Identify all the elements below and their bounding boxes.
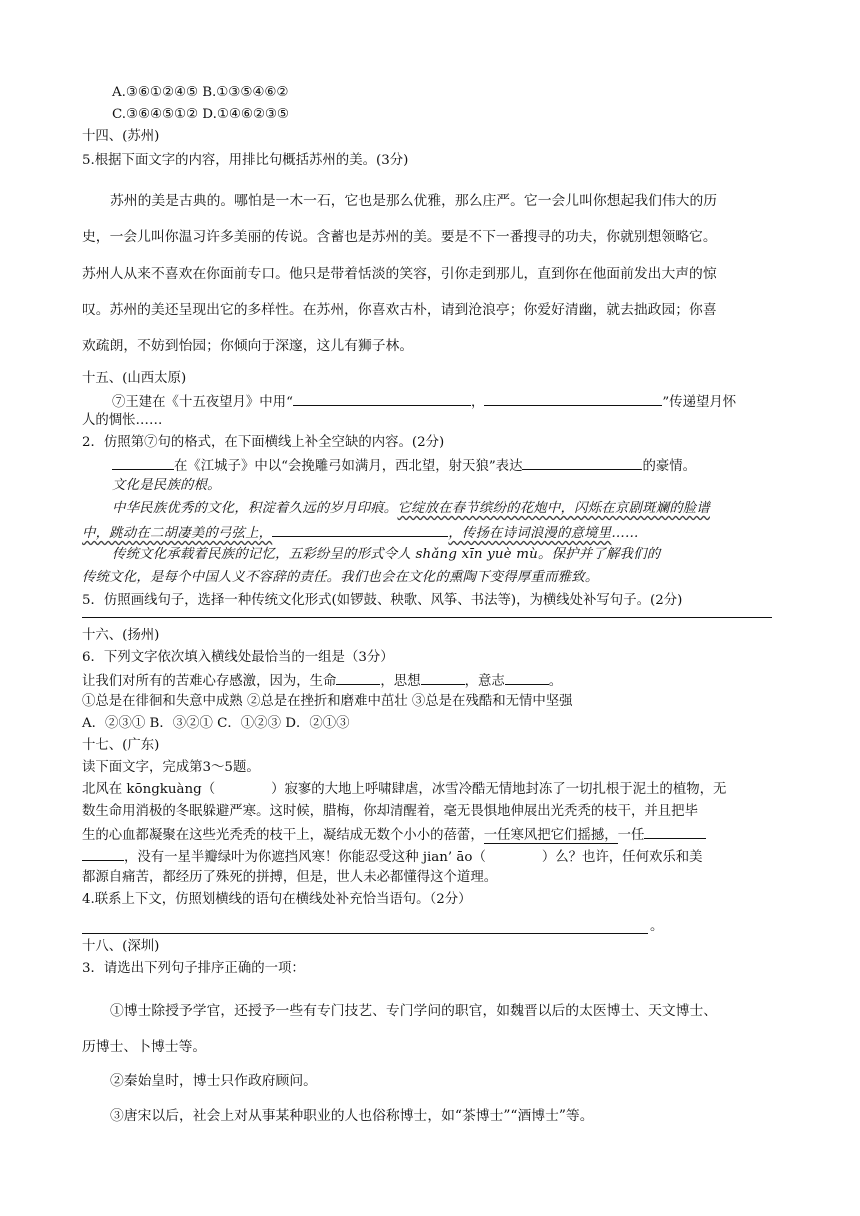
fill-blank[interactable] xyxy=(421,671,465,685)
question-5: 5．仿照画线句子，选择一种传统文化形式(如锣鼓、秧歌、风筝、书法等)，为横线处补写句子。(2分) xyxy=(82,593,683,608)
gratitude-line: 让我们对所有的苦难心存感激，因为，生命 ，思想 ，意志 。 xyxy=(82,671,562,691)
suzhou-para-line-4: 叹。苏州的美还呈现出它的多样性。在苏州，你喜欢古朴，请到沧浪亭；你爱好清幽，就去拙政园；你喜 xyxy=(82,302,717,318)
options-ab: A.③⑥①②④⑤ B.①③⑤④⑥② xyxy=(112,85,289,100)
answer-line[interactable] xyxy=(82,933,648,934)
fill-blank[interactable] xyxy=(522,456,642,470)
plum-para-line-3: 生的心血都凝聚在这些光秃秃的枝干上，凝结成无数个小小的蓓蕾，一任寒风把它们摇撼，一任 xyxy=(82,825,706,845)
jiangchengzi-line: 在《江城子》中以“会挽雕弓如满月，西北望，射天狼”表达 的豪情。 xyxy=(112,456,696,476)
fill-blank[interactable] xyxy=(505,671,549,685)
culture-root-line: 文化是民族的根。 xyxy=(112,478,221,493)
culture-para-line-4: 传统文化，是每个中国人义不容辞的责任。我们也会在文化的熏陶下变得厚重而雅致。 xyxy=(82,570,599,585)
plum-para-line-1: 北风在 kōngkuàng（ ）寂寥的大地上呼啸肆虐，冰雪冷酷无情地封冻了一切扎根于泥土的植物，无 xyxy=(82,782,727,797)
culture-para-line-2: 中，跳动在二胡凄美的弓弦上， ，传扬在诗词浪漫的意境里…… xyxy=(82,523,639,543)
sentence-1-line-1: ①博士除授予学官，还授予一些有专门技艺、专门学问的职官，如魏晋以后的太医博士、天文博士、 xyxy=(110,1003,718,1019)
choice-phrases: ①总是在徘徊和失意中成熟 ②总是在挫折和磨难中茁壮 ③总是在残酷和无情中坚强 xyxy=(82,694,573,709)
options-cd: C.③⑥④⑤①② D.①④⑥②③⑤ xyxy=(112,107,289,122)
section-14-header: 十四、(苏州) xyxy=(82,129,160,144)
answer-options: A．②③① B．③②① C．①②③ D．②①③ xyxy=(82,716,350,731)
question-4: 4.联系上下文，仿照划横线的语句在横线处补充恰当语句。（2分） xyxy=(82,892,472,907)
suzhou-para-line-1: 苏州的美是古典的。哪怕是一木一石，它也是那么优雅，那么庄严。它一会儿叫你想起我们伟大的历 xyxy=(110,193,718,209)
poem-line-cont: 人的惆怅…… xyxy=(82,413,163,428)
suzhou-para-line-5: 欢疏朗，不妨到怡园；你倾向于深邃，这儿有狮子林。 xyxy=(82,338,414,354)
plum-para-line-4: ，没有一星半瓣绿叶为你遮挡风寒！你能忍受这种 jian’ āo（ ）么？也许，任何欢乐和美 xyxy=(82,847,703,867)
answer-line-period: 。 xyxy=(650,919,664,934)
question-2: 2．仿照第⑦句的格式，在下面横线上补全空缺的内容。(2分) xyxy=(82,435,445,450)
fill-blank[interactable] xyxy=(82,847,124,861)
sentence-3: ③唐宋以后，社会上对从事某种职业的人也俗称博士，如“茶博士”“酒博士”等。 xyxy=(110,1108,594,1124)
question-6: 6．下列文字依次填入横线处最恰当的一组是（3分） xyxy=(82,650,394,665)
fill-blank[interactable] xyxy=(484,392,662,406)
plum-para-line-2: 数生命用消极的冬眠躲避严寒。这时候，腊梅，你却清醒着，毫无畏惧地伸展出光秃秃的枝干，并且把毕 xyxy=(82,804,698,819)
section-16-header: 十六、(扬州) xyxy=(82,628,160,643)
section-15-header: 十五、(山西太原) xyxy=(82,371,187,386)
answer-line[interactable] xyxy=(82,617,772,618)
section-17-header: 十七、(广东) xyxy=(82,738,160,753)
fill-blank[interactable] xyxy=(336,671,380,685)
underlined-sentence: 它绽放在春节缤纷的花炮中，闪烁在京剧斑斓的脸谱 xyxy=(397,501,710,516)
reading-intro: 读下面文字，完成第3～5题。 xyxy=(82,760,260,775)
suzhou-para-line-3: 苏州人从来不喜欢在你面前专口。他只是带着恬淡的笑容，引你走到那儿，直到你在他面前发出大声的惊 xyxy=(82,266,717,282)
section-14-question: 5.根据下面文字的内容，用排比句概括苏州的美。(3分) xyxy=(82,153,409,168)
fill-blank[interactable] xyxy=(293,392,471,406)
underlined-sentence-cont: 中，跳动在二胡凄美的弓弦上， xyxy=(82,526,273,541)
fill-blank[interactable] xyxy=(272,523,448,537)
fill-blank[interactable] xyxy=(112,456,174,470)
question-3: 3．请选出下列句子排序正确的一项： xyxy=(82,961,305,976)
culture-para-line-3: 传统文化承载着民族的记忆，五彩纷呈的形式令人 shǎng xīn yuè mù。保护并了解我们的 xyxy=(112,547,661,562)
poem-line: ⑦王建在《十五夜望月》中用“ ， ”传递望月怀 xyxy=(112,392,736,412)
sentence-1-line-2: 历博士、卜博士等。 xyxy=(82,1039,207,1055)
fill-blank[interactable] xyxy=(644,825,706,839)
sentence-2: ②秦始皇时，博士只作政府顾问。 xyxy=(110,1073,317,1089)
underlined-sentence: 一任寒风把它们摇撼， xyxy=(483,828,618,843)
plum-para-line-5: 都源自痛苦，都经历了殊死的拼搏，但是，世人未必都懂得这个道理。 xyxy=(82,870,498,885)
section-18-header: 十八、(深圳) xyxy=(82,939,160,954)
suzhou-para-line-2: 史，一会儿叫你温习许多美丽的传说。含蓄也是苏州的美。要是不下一番搜寻的功夫，你就别想领略它。 xyxy=(82,229,717,245)
culture-para-line-1: 中华民族优秀的文化，积淀着久远的岁月印痕。它绽放在春节缤纷的花炮中，闪烁在京剧斑斓的脸谱 xyxy=(112,501,710,516)
